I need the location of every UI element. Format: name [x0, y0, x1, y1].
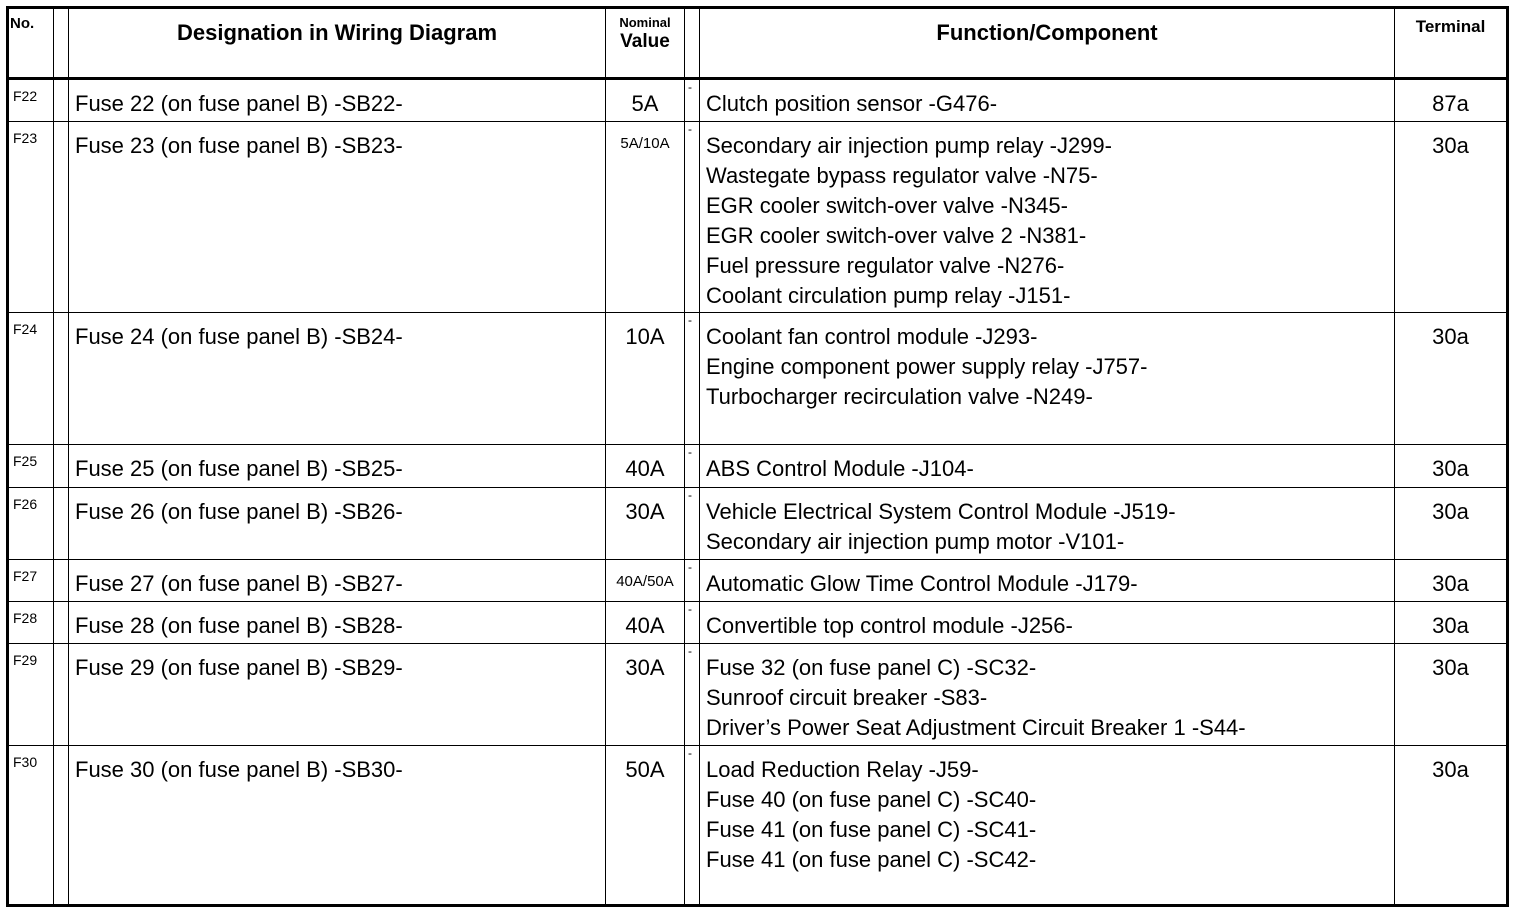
- fuse-designation: Fuse 24 (on fuse panel B) -SB24-: [69, 313, 606, 445]
- terminal: 30a: [1395, 602, 1508, 644]
- nominal-value: 5A: [606, 79, 685, 122]
- table-row: [8, 445, 1508, 488]
- function-line: Turbocharger recirculation valve -N249-: [706, 384, 1093, 409]
- row-spacer: [54, 79, 69, 122]
- header-terminal: Terminal: [1395, 8, 1508, 79]
- fuse-designation: Fuse 28 (on fuse panel B) -SB28-: [69, 602, 606, 644]
- tick-mark: -: [685, 560, 700, 602]
- function-line: Vehicle Electrical System Control Module -J519-: [706, 499, 1176, 524]
- fuse-designation: Fuse 30 (on fuse panel B) -SB30-: [69, 746, 606, 906]
- fuse-number: F29: [8, 644, 54, 746]
- function-line: Driver’s Power Seat Adjustment Circuit Breaker 1 -S44-: [706, 715, 1246, 740]
- fuse-number: F25: [8, 445, 54, 488]
- table-row: [8, 644, 1508, 746]
- fuse-number: F28: [8, 602, 54, 644]
- header-no: No.: [8, 8, 54, 79]
- fuse-number: F22: [8, 79, 54, 122]
- row-spacer: [54, 488, 69, 560]
- function-component: [700, 644, 1395, 746]
- function-line: EGR cooler switch-over valve -N345-: [706, 193, 1068, 218]
- table-row: [8, 746, 1508, 906]
- fuse-designation: Fuse 22 (on fuse panel B) -SB22-: [69, 79, 606, 122]
- table-row: [8, 602, 1508, 644]
- fuse-designation: Fuse 27 (on fuse panel B) -SB27-: [69, 560, 606, 602]
- table-body: [8, 79, 1508, 906]
- nominal-value: 30A: [606, 644, 685, 746]
- header-function: Function/Component: [700, 8, 1395, 79]
- nominal-value: 50A: [606, 746, 685, 906]
- function-line: Fuse 32 (on fuse panel C) -SC32-: [706, 655, 1037, 680]
- function-component: [700, 560, 1395, 602]
- function-line: Wastegate bypass regulator valve -N75-: [706, 163, 1098, 188]
- function-component: [700, 746, 1395, 906]
- function-line: Secondary air injection pump relay -J299-: [706, 133, 1112, 158]
- function-line: Fuse 40 (on fuse panel C) -SC40-: [706, 787, 1037, 812]
- function-line: Fuel pressure regulator valve -N276-: [706, 253, 1065, 278]
- tick-mark: -: [685, 122, 700, 313]
- tick-mark: -: [685, 445, 700, 488]
- terminal: 30a: [1395, 644, 1508, 746]
- tick-mark: -: [685, 602, 700, 644]
- fuse-number: F30: [8, 746, 54, 906]
- table-row: [8, 560, 1508, 602]
- fuse-number: F23: [8, 122, 54, 313]
- function-line: Coolant fan control module -J293-: [706, 324, 1038, 349]
- table-row: [8, 79, 1508, 122]
- terminal: 30a: [1395, 445, 1508, 488]
- table-row: [8, 122, 1508, 313]
- tick-mark: -: [685, 644, 700, 746]
- tick-mark: -: [685, 313, 700, 445]
- function-component: [700, 79, 1395, 122]
- row-spacer: [54, 445, 69, 488]
- function-component: [700, 445, 1395, 488]
- function-component: [700, 488, 1395, 560]
- row-spacer: [54, 313, 69, 445]
- fuse-designation: Fuse 29 (on fuse panel B) -SB29-: [69, 644, 606, 746]
- tick-mark: -: [685, 488, 700, 560]
- header-nominal-label: Nominal: [619, 15, 671, 30]
- function-line: Engine component power supply relay -J757-: [706, 354, 1148, 379]
- nominal-value: 40A/50A: [606, 560, 685, 602]
- fuse-designation: Fuse 26 (on fuse panel B) -SB26-: [69, 488, 606, 560]
- header-spacer: [54, 8, 69, 79]
- terminal: 87a: [1395, 79, 1508, 122]
- header-tick-spacer: [685, 8, 700, 79]
- terminal: 30a: [1395, 122, 1508, 313]
- row-spacer: [54, 746, 69, 906]
- function-line: Automatic Glow Time Control Module -J179-: [706, 571, 1138, 596]
- function-line: EGR cooler switch-over valve 2 -N381-: [706, 223, 1087, 248]
- terminal: 30a: [1395, 746, 1508, 906]
- tick-mark: -: [685, 746, 700, 906]
- nominal-value: 30A: [606, 488, 685, 560]
- function-line: Fuse 41 (on fuse panel C) -SC41-: [706, 817, 1037, 842]
- function-line: Sunroof circuit breaker -S83-: [706, 685, 988, 710]
- function-line: Convertible top control module -J256-: [706, 613, 1073, 638]
- function-line: Coolant circulation pump relay -J151-: [706, 283, 1071, 308]
- fuse-table: [6, 6, 1509, 907]
- row-spacer: [54, 644, 69, 746]
- fuse-number: F26: [8, 488, 54, 560]
- nominal-value: 40A: [606, 445, 685, 488]
- function-line: Clutch position sensor -G476-: [706, 91, 998, 116]
- header-designation: Designation in Wiring Diagram: [69, 8, 606, 79]
- table-row: [8, 313, 1508, 445]
- function-component: [700, 602, 1395, 644]
- row-spacer: [54, 560, 69, 602]
- function-line: Load Reduction Relay -J59-: [706, 757, 979, 782]
- nominal-value: 5A/10A: [606, 122, 685, 313]
- fuse-number: F27: [8, 560, 54, 602]
- header-row: [8, 8, 1508, 79]
- function-line: Secondary air injection pump motor -V101-: [706, 529, 1125, 554]
- terminal: 30a: [1395, 313, 1508, 445]
- row-spacer: [54, 602, 69, 644]
- function-component: [700, 313, 1395, 445]
- tick-mark: -: [685, 79, 700, 122]
- header-nominal-value: [606, 8, 685, 79]
- nominal-value: 40A: [606, 602, 685, 644]
- fuse-designation: Fuse 25 (on fuse panel B) -SB25-: [69, 445, 606, 488]
- header-value-label: Value: [620, 31, 670, 52]
- function-line: ABS Control Module -J104-: [706, 456, 974, 481]
- terminal: 30a: [1395, 560, 1508, 602]
- row-spacer: [54, 122, 69, 313]
- function-component: [700, 122, 1395, 313]
- fuse-designation: Fuse 23 (on fuse panel B) -SB23-: [69, 122, 606, 313]
- fuse-number: F24: [8, 313, 54, 445]
- terminal: 30a: [1395, 488, 1508, 560]
- nominal-value: 10A: [606, 313, 685, 445]
- table-row: [8, 488, 1508, 560]
- function-line: Fuse 41 (on fuse panel C) -SC42-: [706, 847, 1037, 872]
